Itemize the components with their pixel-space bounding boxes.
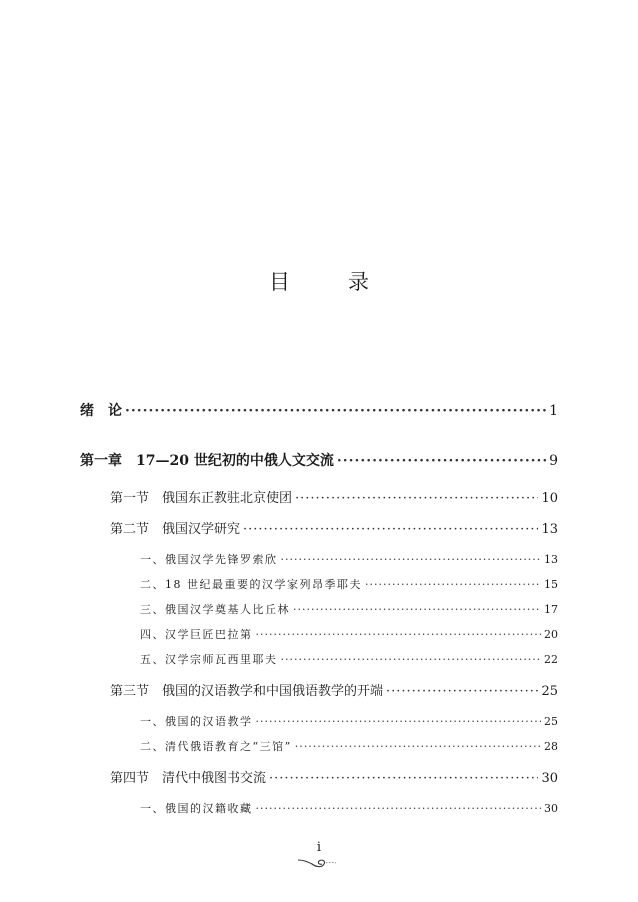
toc-entry-page: 30 bbox=[541, 771, 558, 786]
toc-entry-page: 28 bbox=[544, 740, 558, 753]
toc-entry-label: 第四节 清代中俄图书交流 bbox=[110, 771, 267, 786]
toc-leader-dots bbox=[125, 403, 546, 419]
toc-leader-dots bbox=[337, 453, 546, 469]
toc-leader-dots bbox=[269, 771, 538, 786]
toc-entry[interactable] bbox=[110, 518, 558, 537]
toc-entry-page: 13 bbox=[541, 522, 558, 537]
toc-entry-page: 25 bbox=[541, 684, 558, 699]
toc-entry-label: 一、俄国汉学先锋罗索欣 bbox=[140, 553, 278, 566]
page-footer bbox=[0, 842, 638, 872]
swirl-ornament-icon bbox=[296, 854, 342, 872]
toc-entry-label: 三、俄国汉学奠基人比丘林 bbox=[140, 603, 290, 616]
toc-leader-dots bbox=[293, 603, 541, 616]
toc-entry[interactable] bbox=[140, 738, 558, 754]
toc-entry-page: 22 bbox=[544, 653, 558, 666]
toc-entry-label: 二、清代俄语教育之“三馆” bbox=[140, 740, 292, 753]
toc-entry-page: 15 bbox=[544, 578, 558, 591]
page-title bbox=[0, 266, 638, 296]
toc-leader-dots bbox=[295, 491, 538, 506]
toc-entry-page: 10 bbox=[541, 491, 558, 506]
toc-entry[interactable] bbox=[140, 576, 558, 592]
toc-leader-dots bbox=[281, 653, 542, 666]
toc-entry-page: 30 bbox=[544, 802, 558, 815]
toc-entry-page: 25 bbox=[544, 715, 558, 728]
title-char-2: 录 bbox=[348, 270, 369, 294]
toc-leader-dots bbox=[256, 628, 542, 641]
toc-leader-dots bbox=[365, 578, 541, 591]
toc-entry[interactable] bbox=[110, 767, 558, 786]
toc-entry[interactable] bbox=[80, 450, 558, 470]
toc-entry-label: 绪 论 bbox=[80, 403, 122, 419]
toc-entry[interactable] bbox=[110, 680, 558, 699]
toc-entry[interactable] bbox=[140, 601, 558, 617]
toc-entry-page: 1 bbox=[549, 403, 558, 419]
toc-entry-label: 第一章 17—20 世纪初的中俄人文交流 bbox=[80, 453, 334, 469]
toc-leader-dots bbox=[386, 684, 538, 699]
toc-entry-label: 五、汉学宗师瓦西里耶夫 bbox=[140, 653, 278, 666]
toc-entry-label: 第三节 俄国的汉语教学和中国俄语教学的开端 bbox=[110, 684, 384, 699]
toc-entry[interactable] bbox=[140, 626, 558, 642]
toc-entry-page: 9 bbox=[549, 453, 558, 469]
toc-entry-page: 13 bbox=[544, 553, 558, 566]
toc-leader-dots bbox=[256, 715, 542, 728]
toc-leader-dots bbox=[281, 553, 542, 566]
toc-entry-label: 第二节 俄国汉学研究 bbox=[110, 522, 241, 537]
toc-entry-page: 17 bbox=[544, 603, 558, 616]
toc-entry-label: 四、汉学巨匠巴拉第 bbox=[140, 628, 253, 641]
toc-entry-label: 第一节 俄国东正教驻北京使团 bbox=[110, 491, 293, 506]
toc-entry-label: 一、俄国的汉语教学 bbox=[140, 715, 253, 728]
toc-entry[interactable] bbox=[140, 713, 558, 729]
page-number: i bbox=[316, 840, 322, 855]
toc-leader-dots bbox=[295, 740, 541, 753]
toc-entry[interactable] bbox=[80, 400, 558, 420]
title-char-1: 目 bbox=[269, 270, 290, 294]
toc-entry[interactable] bbox=[110, 487, 558, 506]
toc-entry[interactable] bbox=[140, 551, 558, 567]
toc-entry-label: 二、18 世纪最重要的汉学家列昂季耶夫 bbox=[140, 578, 362, 591]
toc-leader-dots bbox=[243, 522, 538, 537]
toc-entry[interactable] bbox=[140, 651, 558, 667]
toc-leader-dots bbox=[256, 802, 542, 815]
toc-entry[interactable] bbox=[140, 800, 558, 816]
toc-entry-page: 20 bbox=[544, 628, 558, 641]
toc-entry-label: 一、俄国的汉籍收藏 bbox=[140, 802, 253, 815]
